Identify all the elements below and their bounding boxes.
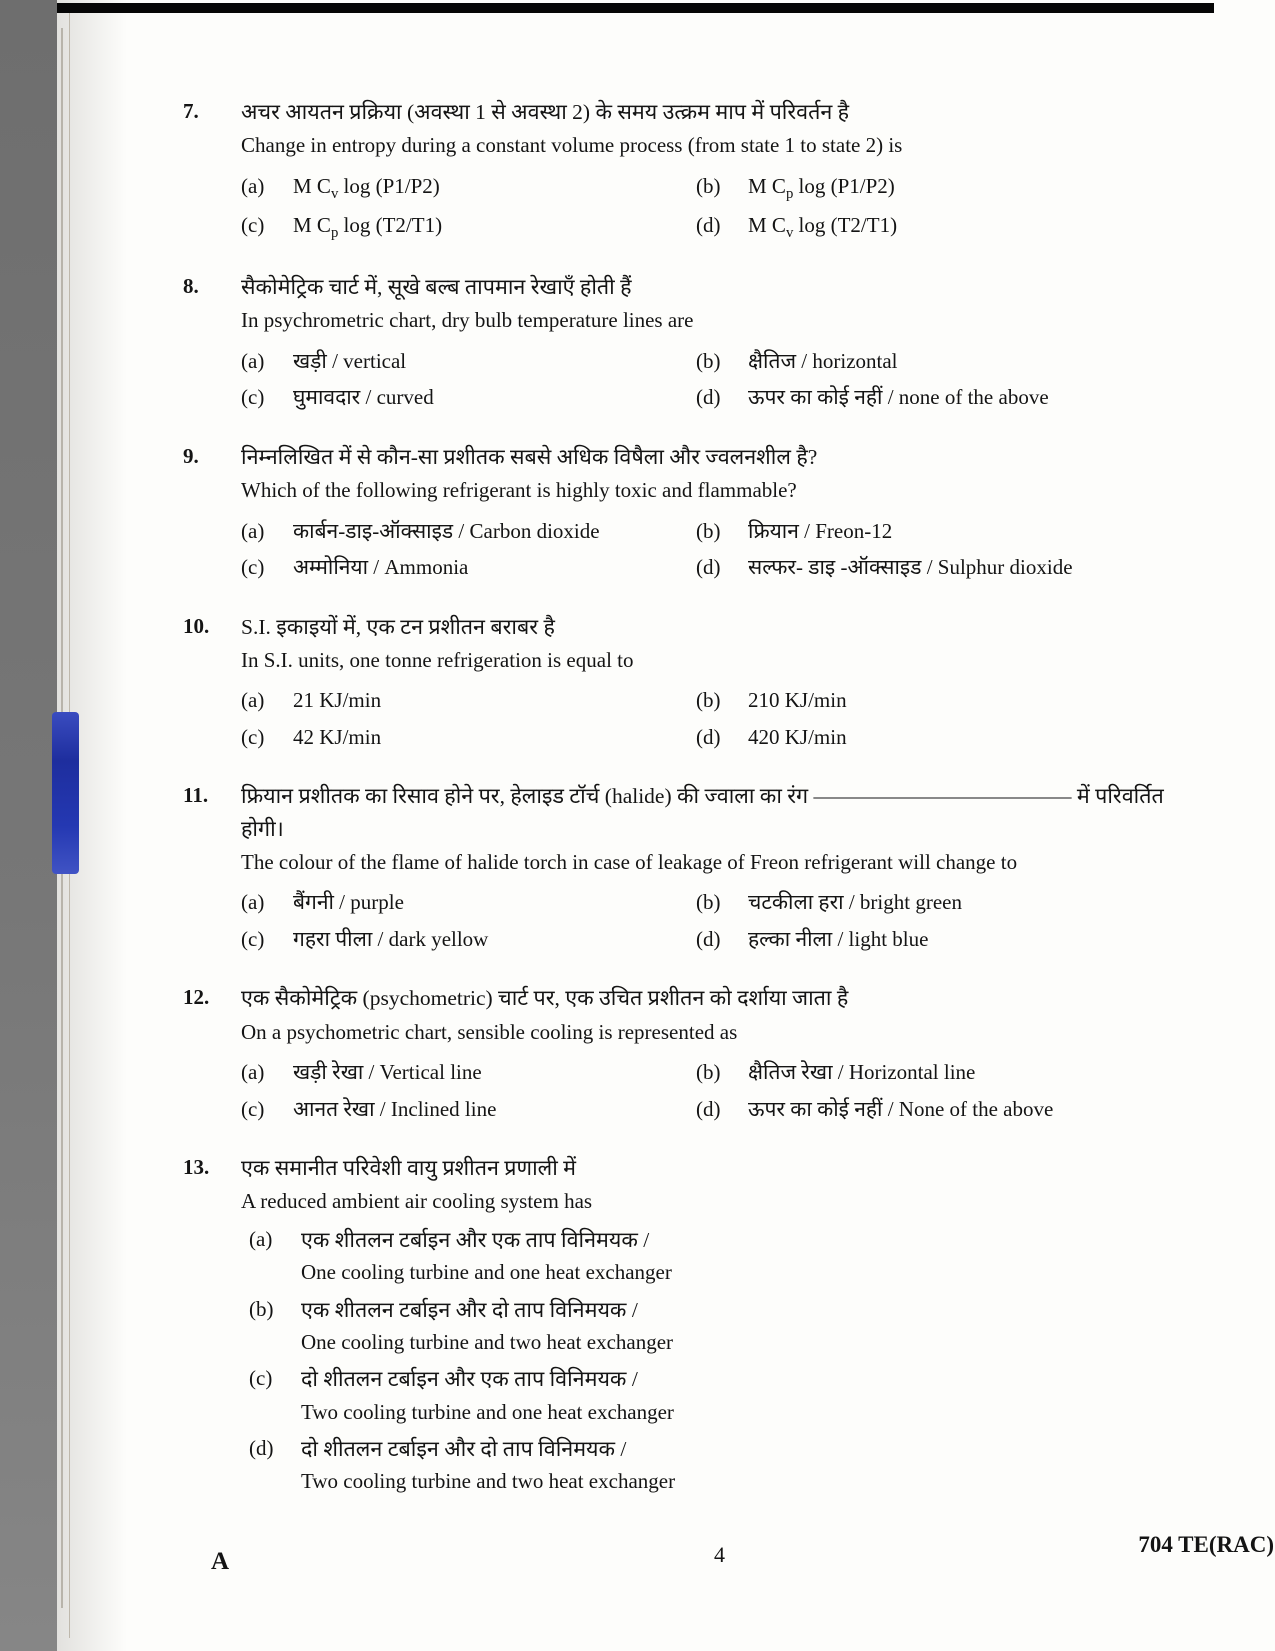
option-a <box>241 171 696 205</box>
question-number: 11. <box>183 783 209 808</box>
option-text: गहरा पीला / dark yellow <box>293 926 489 951</box>
option-b <box>696 346 1198 378</box>
question-number: 13. <box>183 1155 210 1180</box>
option-text-english: Two cooling turbine and two heat exchanger <box>301 1469 676 1494</box>
option-text: बैंगनी / purple <box>293 890 404 915</box>
formula-post: log (P1/P2) <box>793 173 895 198</box>
option-formula <box>293 171 440 205</box>
option-a <box>241 1057 696 1089</box>
options-grid <box>241 516 1198 584</box>
option-text: 42 KJ/min <box>293 724 382 749</box>
formula-sub: v <box>785 225 794 242</box>
option-text-hindi: दो शीतलन टर्बाइन और एक ताप विनिमयक / <box>301 1367 638 1392</box>
option-text: 420 KJ/min <box>748 724 847 749</box>
option-d <box>696 722 1198 754</box>
option-c <box>241 552 696 584</box>
option-label: (b) <box>249 1296 274 1321</box>
question-text-english: The colour of the flame of halide torch in case of leakage of Freon refrigerant will change to <box>241 849 1018 874</box>
option-label: (c) <box>241 1096 265 1121</box>
option-label: (d) <box>696 385 721 410</box>
option-formula <box>293 210 442 244</box>
option-formula <box>748 171 895 205</box>
question-text-hindi: अचर आयतन प्रक्रिया (अवस्था 1 से अवस्था 2) के समय उत्क्रम माप में परिवर्तन है <box>241 100 850 124</box>
options-grid <box>241 346 1198 414</box>
option-d <box>696 210 1198 244</box>
option-label: (d) <box>696 926 721 951</box>
formula-pre: M C <box>293 173 331 198</box>
option-text: ऊपर का कोई नहीं / None of the above <box>748 1096 1054 1121</box>
option-label: (d) <box>696 1096 721 1121</box>
option-text: खड़ी / vertical <box>293 348 407 373</box>
question-number: 7. <box>183 99 199 123</box>
option-text: अम्मोनिया / Ammonia <box>293 555 469 580</box>
options-grid <box>241 685 1198 753</box>
option-formula <box>748 210 897 244</box>
option-c <box>241 1094 696 1126</box>
question-number: 9. <box>183 443 199 468</box>
questions-content <box>183 96 1198 1530</box>
option-a <box>241 887 696 919</box>
question-block-12 <box>183 982 1198 1125</box>
option-d <box>696 1094 1198 1126</box>
option-text: खड़ी रेखा / Vertical line <box>293 1060 482 1085</box>
footer-page-number: 4 <box>714 1542 725 1567</box>
question-text-english: A reduced ambient air cooling system has <box>241 1189 593 1214</box>
option-text-hindi: एक शीतलन टर्बाइन और एक ताप विनिमयक / <box>301 1227 650 1252</box>
option-c <box>249 1363 1198 1428</box>
option-text: हल्का नीला / light blue <box>748 926 929 951</box>
option-b <box>696 887 1198 919</box>
option-label: (b) <box>696 173 721 198</box>
option-b <box>696 171 1198 205</box>
option-text: क्षैतिज / horizontal <box>748 348 898 373</box>
question-text-hindi: S.I. इकाइयों में, एक टन प्रशीतन बराबर है <box>241 614 555 639</box>
option-label: (d) <box>696 212 721 237</box>
question-block-9 <box>183 441 1198 584</box>
formula-pre: M C <box>748 173 786 198</box>
option-text: चटकीला हरा / bright green <box>748 890 962 915</box>
option-label: (b) <box>696 348 721 373</box>
option-text-lines <box>301 1294 673 1359</box>
question-text-english: Which of the following refrigerant is highly toxic and flammable? <box>241 478 797 503</box>
question-text-hindi: एक समानीत परिवेशी वायु प्रशीतन प्रणाली में <box>241 1156 577 1181</box>
option-label: (a) <box>241 688 265 713</box>
option-label: (c) <box>241 555 265 580</box>
option-text-lines <box>301 1363 674 1428</box>
question-block-10 <box>183 611 1198 754</box>
options-grid <box>241 887 1198 955</box>
question-block-7 <box>183 96 1198 244</box>
question-text-hindi: निम्नलिखित में से कौन-सा प्रशीतक सबसे अधिक विषैला और ज्वलनशील है? <box>241 444 818 469</box>
option-text-hindi: दो शीतलन टर्बाइन और दो ताप विनिमयक / <box>301 1437 627 1462</box>
question-text-english: In S.I. units, one tonne refrigeration is equal to <box>241 647 634 672</box>
option-label: (d) <box>249 1436 274 1461</box>
question-text-hindi: फ्रियान प्रशीतक का रिसाव होने पर, हेलाइड टॉर्च (halide) की ज्वाला का रंग ———————————— में परिवर्तित होगी। <box>241 784 1164 841</box>
option-c <box>241 924 696 956</box>
question-number: 12. <box>183 985 210 1010</box>
option-label: (a) <box>249 1226 273 1251</box>
option-label: (a) <box>241 518 265 543</box>
scan-top-bar <box>57 3 1214 13</box>
option-text-english: One cooling turbine and one heat exchanger <box>301 1260 672 1285</box>
question-text-hindi: सैकोमेट्रिक चार्ट में, सूखे बल्ब तापमान रेखाएँ होती हैं <box>241 275 632 300</box>
option-label: (b) <box>696 688 721 713</box>
options-grid <box>241 171 1198 244</box>
formula-post: log (T2/T1) <box>338 212 443 237</box>
formula-post: log (P1/P2) <box>338 173 440 198</box>
scanner-left-band <box>0 0 57 1651</box>
blue-ink-mark <box>52 712 79 874</box>
option-d <box>696 552 1198 584</box>
options-grid <box>241 1057 1198 1125</box>
option-d <box>249 1433 1198 1498</box>
option-d <box>696 382 1198 414</box>
option-a <box>241 346 696 378</box>
formula-post: log (T2/T1) <box>793 212 898 237</box>
option-text: फ्रियान / Freon-12 <box>748 518 893 543</box>
footer-paper-code: 704 TE(RAC) <box>1138 1532 1274 1557</box>
option-text: क्षैतिज रेखा / Horizontal line <box>748 1060 976 1085</box>
question-block-8 <box>183 271 1198 414</box>
option-b <box>696 516 1198 548</box>
option-a <box>241 516 696 548</box>
question-block-11 <box>183 780 1198 955</box>
option-label: (b) <box>696 890 721 915</box>
option-label: (c) <box>241 212 265 237</box>
option-label: (d) <box>696 724 721 749</box>
formula-sub: v <box>330 185 339 202</box>
option-a <box>249 1224 1198 1289</box>
option-b <box>696 685 1198 717</box>
option-text: कार्बन-डाइ-ऑक्साइड / Carbon dioxide <box>293 518 600 543</box>
option-text: 21 KJ/min <box>293 688 382 713</box>
option-text-lines <box>301 1224 672 1289</box>
option-label: (a) <box>241 173 265 198</box>
formula-pre: M C <box>748 212 786 237</box>
footer-set-code: A <box>211 1548 230 1575</box>
formula-sub: p <box>785 185 794 202</box>
question-number: 8. <box>183 274 199 299</box>
option-b <box>249 1294 1198 1359</box>
option-text: 210 KJ/min <box>748 688 847 713</box>
option-label: (a) <box>241 1060 265 1085</box>
formula-pre: M C <box>293 212 331 237</box>
options-list <box>249 1224 1198 1498</box>
option-text: आनत रेखा / Inclined line <box>293 1096 497 1121</box>
option-a <box>241 685 696 717</box>
formula-sub: p <box>330 225 339 242</box>
option-text-english: Two cooling turbine and one heat exchanger <box>301 1399 674 1424</box>
option-c <box>241 210 696 244</box>
option-b <box>696 1057 1198 1089</box>
option-text: सल्फर- डाइ -ऑक्साइड / Sulphur dioxide <box>748 555 1073 580</box>
option-label: (c) <box>241 926 265 951</box>
question-text-english: Change in entropy during a constant volume process (from state 1 to state 2) is <box>241 133 903 158</box>
option-text: ऊपर का कोई नहीं / none of the above <box>748 385 1049 410</box>
question-text-hindi: एक सैकोमेट्रिक (psychometric) चार्ट पर, एक उचित प्रशीतन को दर्शाया जाता है <box>241 986 849 1011</box>
option-text-english: One cooling turbine and two heat exchanger <box>301 1329 674 1354</box>
question-text-english: In psychrometric chart, dry bulb temperature lines are <box>241 308 694 333</box>
option-label: (c) <box>241 385 265 410</box>
question-number: 10. <box>183 613 210 638</box>
question-text-english: On a psychometric chart, sensible cooling is represented as <box>241 1019 738 1044</box>
option-d <box>696 924 1198 956</box>
option-c <box>241 382 696 414</box>
question-block-13 <box>183 1152 1198 1503</box>
option-text-lines <box>301 1433 675 1498</box>
option-label: (a) <box>241 348 265 373</box>
option-text-hindi: एक शीतलन टर्बाइन और दो ताप विनिमयक / <box>301 1297 638 1322</box>
option-label: (c) <box>241 724 265 749</box>
option-c <box>241 722 696 754</box>
option-label: (b) <box>696 518 721 543</box>
option-label: (d) <box>696 555 721 580</box>
option-label: (b) <box>696 1060 721 1085</box>
option-label: (a) <box>241 890 265 915</box>
option-label: (c) <box>249 1366 273 1391</box>
option-text: घुमावदार / curved <box>293 385 434 410</box>
